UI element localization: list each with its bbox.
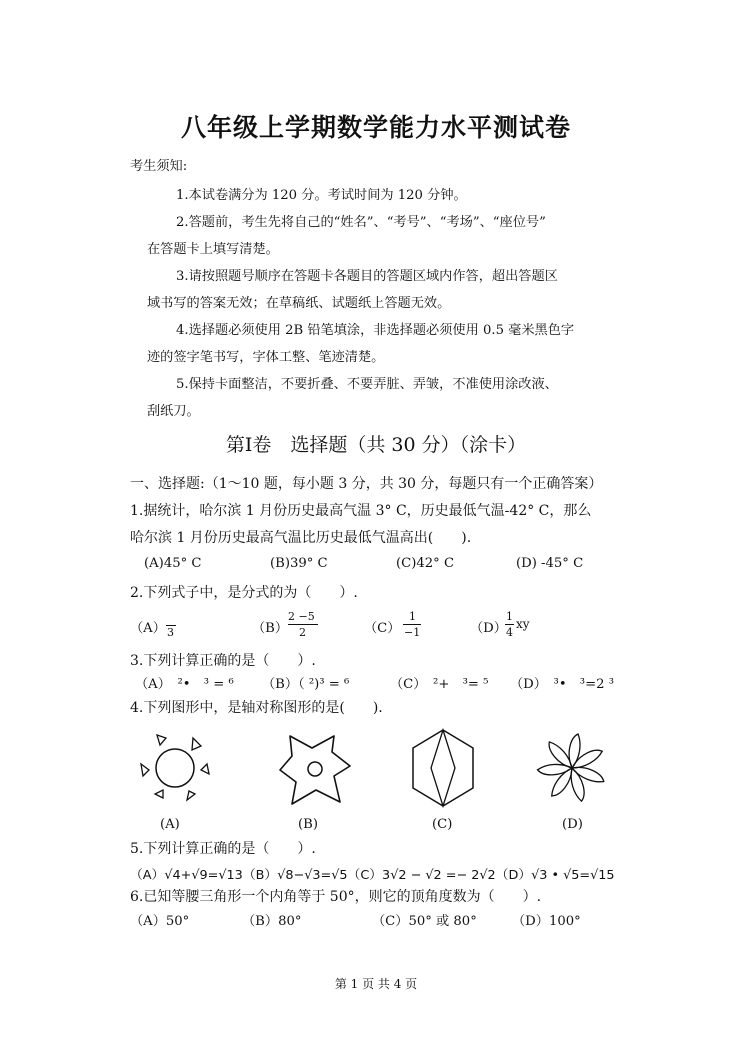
q2-option-a-fraction — [166, 612, 176, 640]
q6-option-c: （C）50° 或 80° — [372, 914, 477, 929]
notice-line: 2.答题前，考生先将自己的“姓名”、“考号”、“考场”、“座位号” — [176, 215, 546, 230]
q2-option-c-label: （C） — [364, 621, 401, 636]
q6-stem: 6.已知等腰三角形一个内角等于 50°，则它的顶角度数为（ ）. — [130, 889, 542, 905]
q2-option-a-label: （A） — [130, 621, 166, 636]
q2-option-b-label: （B） — [252, 621, 289, 636]
figure-a-label: (A) — [160, 817, 180, 832]
fraction-numerator: 1 — [506, 610, 513, 623]
fraction-denominator: 4 — [506, 626, 513, 639]
figure-b-label: (B) — [298, 817, 318, 832]
notice-line: 域书写的答案无效；在草稿纸、试题纸上答题无效。 — [147, 296, 451, 311]
fraction-tail: xy — [516, 617, 530, 631]
notice-line: 4.选择题必须使用 2B 铅笔填涂，非选择题必须使用 0.5 毫米黑色字 — [176, 323, 575, 338]
fraction-denominator: 3 — [167, 626, 174, 639]
q1-option-c: (C)42° C — [396, 556, 455, 571]
q1-stem-line1: 1.据统计，哈尔滨 1 月份历史最高气温 3° C，历史最低气温-42° C，那么 — [130, 503, 592, 519]
q4-stem: 4.下列图形中，是轴对称图形的是( ). — [130, 700, 383, 716]
notice-heading: 考生须知: — [130, 159, 188, 174]
notice-line: 迹的签字笔书写，字体工整、笔迹清楚。 — [147, 350, 385, 365]
section-title: 第Ⅰ卷 选择题（共 30 分）（涂卡） — [225, 434, 527, 456]
q1-option-d: (D) -45° C — [516, 556, 584, 571]
q2-option-b-fraction — [288, 610, 320, 640]
notice-line: 3.请按照题号顺序在答题卡各题目的答题区域内作答，超出答题区 — [176, 269, 558, 284]
q1-stem-line2: 哈尔滨 1 月份历史最高气温比历史最低气温高出( ). — [130, 530, 472, 546]
q5-options: （A）√4+√9=√13（B）√8−√3=√5（C）3√2 − √2 =− 2√2（D）√3 • √5=√15 — [130, 868, 615, 883]
q5-stem: 5.下列计算正确的是（ ）. — [130, 841, 316, 857]
q2-option-c-fraction — [403, 610, 423, 640]
q6-option-a: （A）50° — [130, 914, 190, 929]
q1-option-a: (A)45° C — [144, 556, 202, 571]
fraction-denominator: 2 — [299, 626, 306, 639]
q2-stem: 2.下列式子中，是分式的为（ ）. — [130, 585, 358, 601]
fraction-numerator: 2 −5 — [288, 610, 315, 623]
q3-option-d: （D） ³• ³=2 ³ — [510, 677, 614, 692]
q2-option-d-fraction — [505, 610, 535, 640]
q3-option-b: （B）（ ²)³ = ⁶ — [262, 677, 350, 692]
q3-stem: 3.下列计算正确的是（ ）. — [130, 653, 316, 669]
q6-option-d: （D）100° — [512, 914, 581, 929]
fraction-denominator: −1 — [404, 626, 421, 639]
figure-d-label: (D) — [562, 817, 583, 832]
figure-c-hexagon-rhombus — [410, 728, 476, 808]
notice-line: 在答题卡上填写清楚。 — [147, 242, 279, 257]
q3-option-a: （A） ²• ³ = ⁶ — [135, 677, 234, 692]
page-title: 八年级上学期数学能力水平测试卷 — [180, 113, 571, 142]
figure-b-pinwheel-square — [272, 726, 358, 812]
figure-d-flower-petals — [532, 724, 612, 810]
q2-option-d-label: （D） — [470, 621, 507, 636]
figure-a-circle-triangles — [135, 728, 215, 808]
notice-line: 1.本试卷满分为 120 分。考试时间为 120 分钟。 — [176, 188, 467, 203]
figure-c-label: (C) — [432, 817, 453, 832]
notice-line: 刮纸刀。 — [147, 404, 200, 419]
q6-option-b: （B）80° — [242, 914, 302, 929]
fraction-numerator: 1 — [409, 610, 416, 623]
q3-option-c: （C） ²+ ³= ⁵ — [390, 677, 489, 692]
q1-option-b: (B)39° C — [270, 556, 328, 571]
part-heading: 一、选择题:（1～10 题，每小题 3 分，共 30 分，每题只有一个正确答案） — [130, 476, 603, 492]
notice-line: 5.保持卡面整洁，不要折叠、不要弄脏、弄皱，不准使用涂改液、 — [176, 377, 558, 392]
page-footer: 第 1 页 共 4 页 — [334, 977, 418, 991]
